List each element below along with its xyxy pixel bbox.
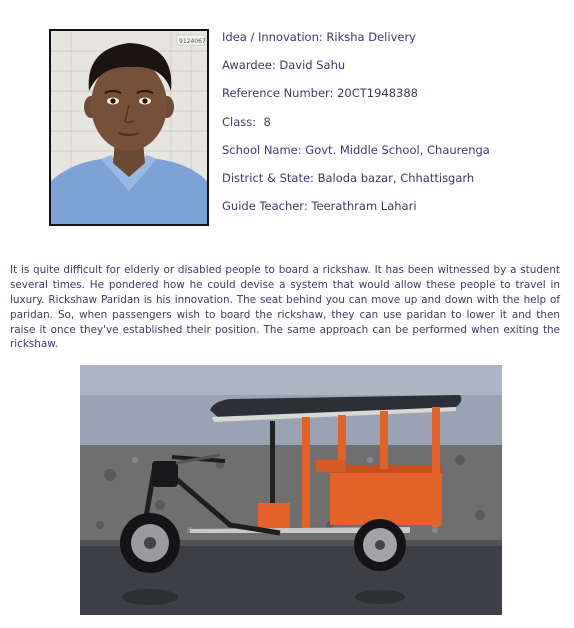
awardee-photo (49, 29, 209, 226)
school-name-line (222, 136, 562, 164)
reference-number-label: Reference Number: (222, 86, 334, 101)
guide-teacher-value: Teerathram Lahari (311, 199, 417, 214)
district-state-value: Baloda bazar, Chhattisgarh (317, 170, 475, 185)
district-state-line (222, 164, 562, 192)
school-name-label: School Name: (222, 142, 302, 157)
school-name-value: Govt. Middle School, Chaurenga (305, 142, 490, 157)
class-label: Class: (222, 114, 257, 129)
awardee-portrait-image (51, 31, 207, 224)
guide-teacher-line (222, 192, 562, 220)
awardee-line (222, 51, 562, 79)
photo-sticker-text: 9124067 (179, 38, 206, 45)
idea-innovation-label: Idea / Innovation: (222, 30, 323, 44)
guide-teacher-label: Guide Teacher: (222, 199, 308, 214)
district-state-label: District & State: (222, 170, 314, 185)
awardee-value: David Sahu (279, 58, 346, 73)
innovation-description: It is quite difficult for elderly or disabled people to board a rickshaw. It has been witnessed by a student several times. He pondered how he could devise a system that would allow these people to travel in luxury. Rickshaw Paridan is his innovation. The seat behind you can move up and down with the help of paridan. So, when passengers wish to board the rickshaw, they can use paridan to lower it and then raise it once they've established their position. The same approach can be performed when exiting the rickshaw. (10, 264, 560, 351)
awardee-label: Awardee: (222, 58, 276, 73)
rickshaw-model-photo (80, 365, 502, 615)
awardee-details (222, 23, 562, 220)
reference-number-line (222, 79, 562, 107)
reference-number-value: 20CT1948388 (337, 86, 418, 101)
class-value: 8 (259, 114, 271, 129)
idea-innovation-line (222, 23, 562, 51)
class-line (222, 108, 562, 136)
rickshaw-model-image (80, 365, 502, 615)
idea-innovation-value: Riksha Delivery (326, 30, 416, 44)
